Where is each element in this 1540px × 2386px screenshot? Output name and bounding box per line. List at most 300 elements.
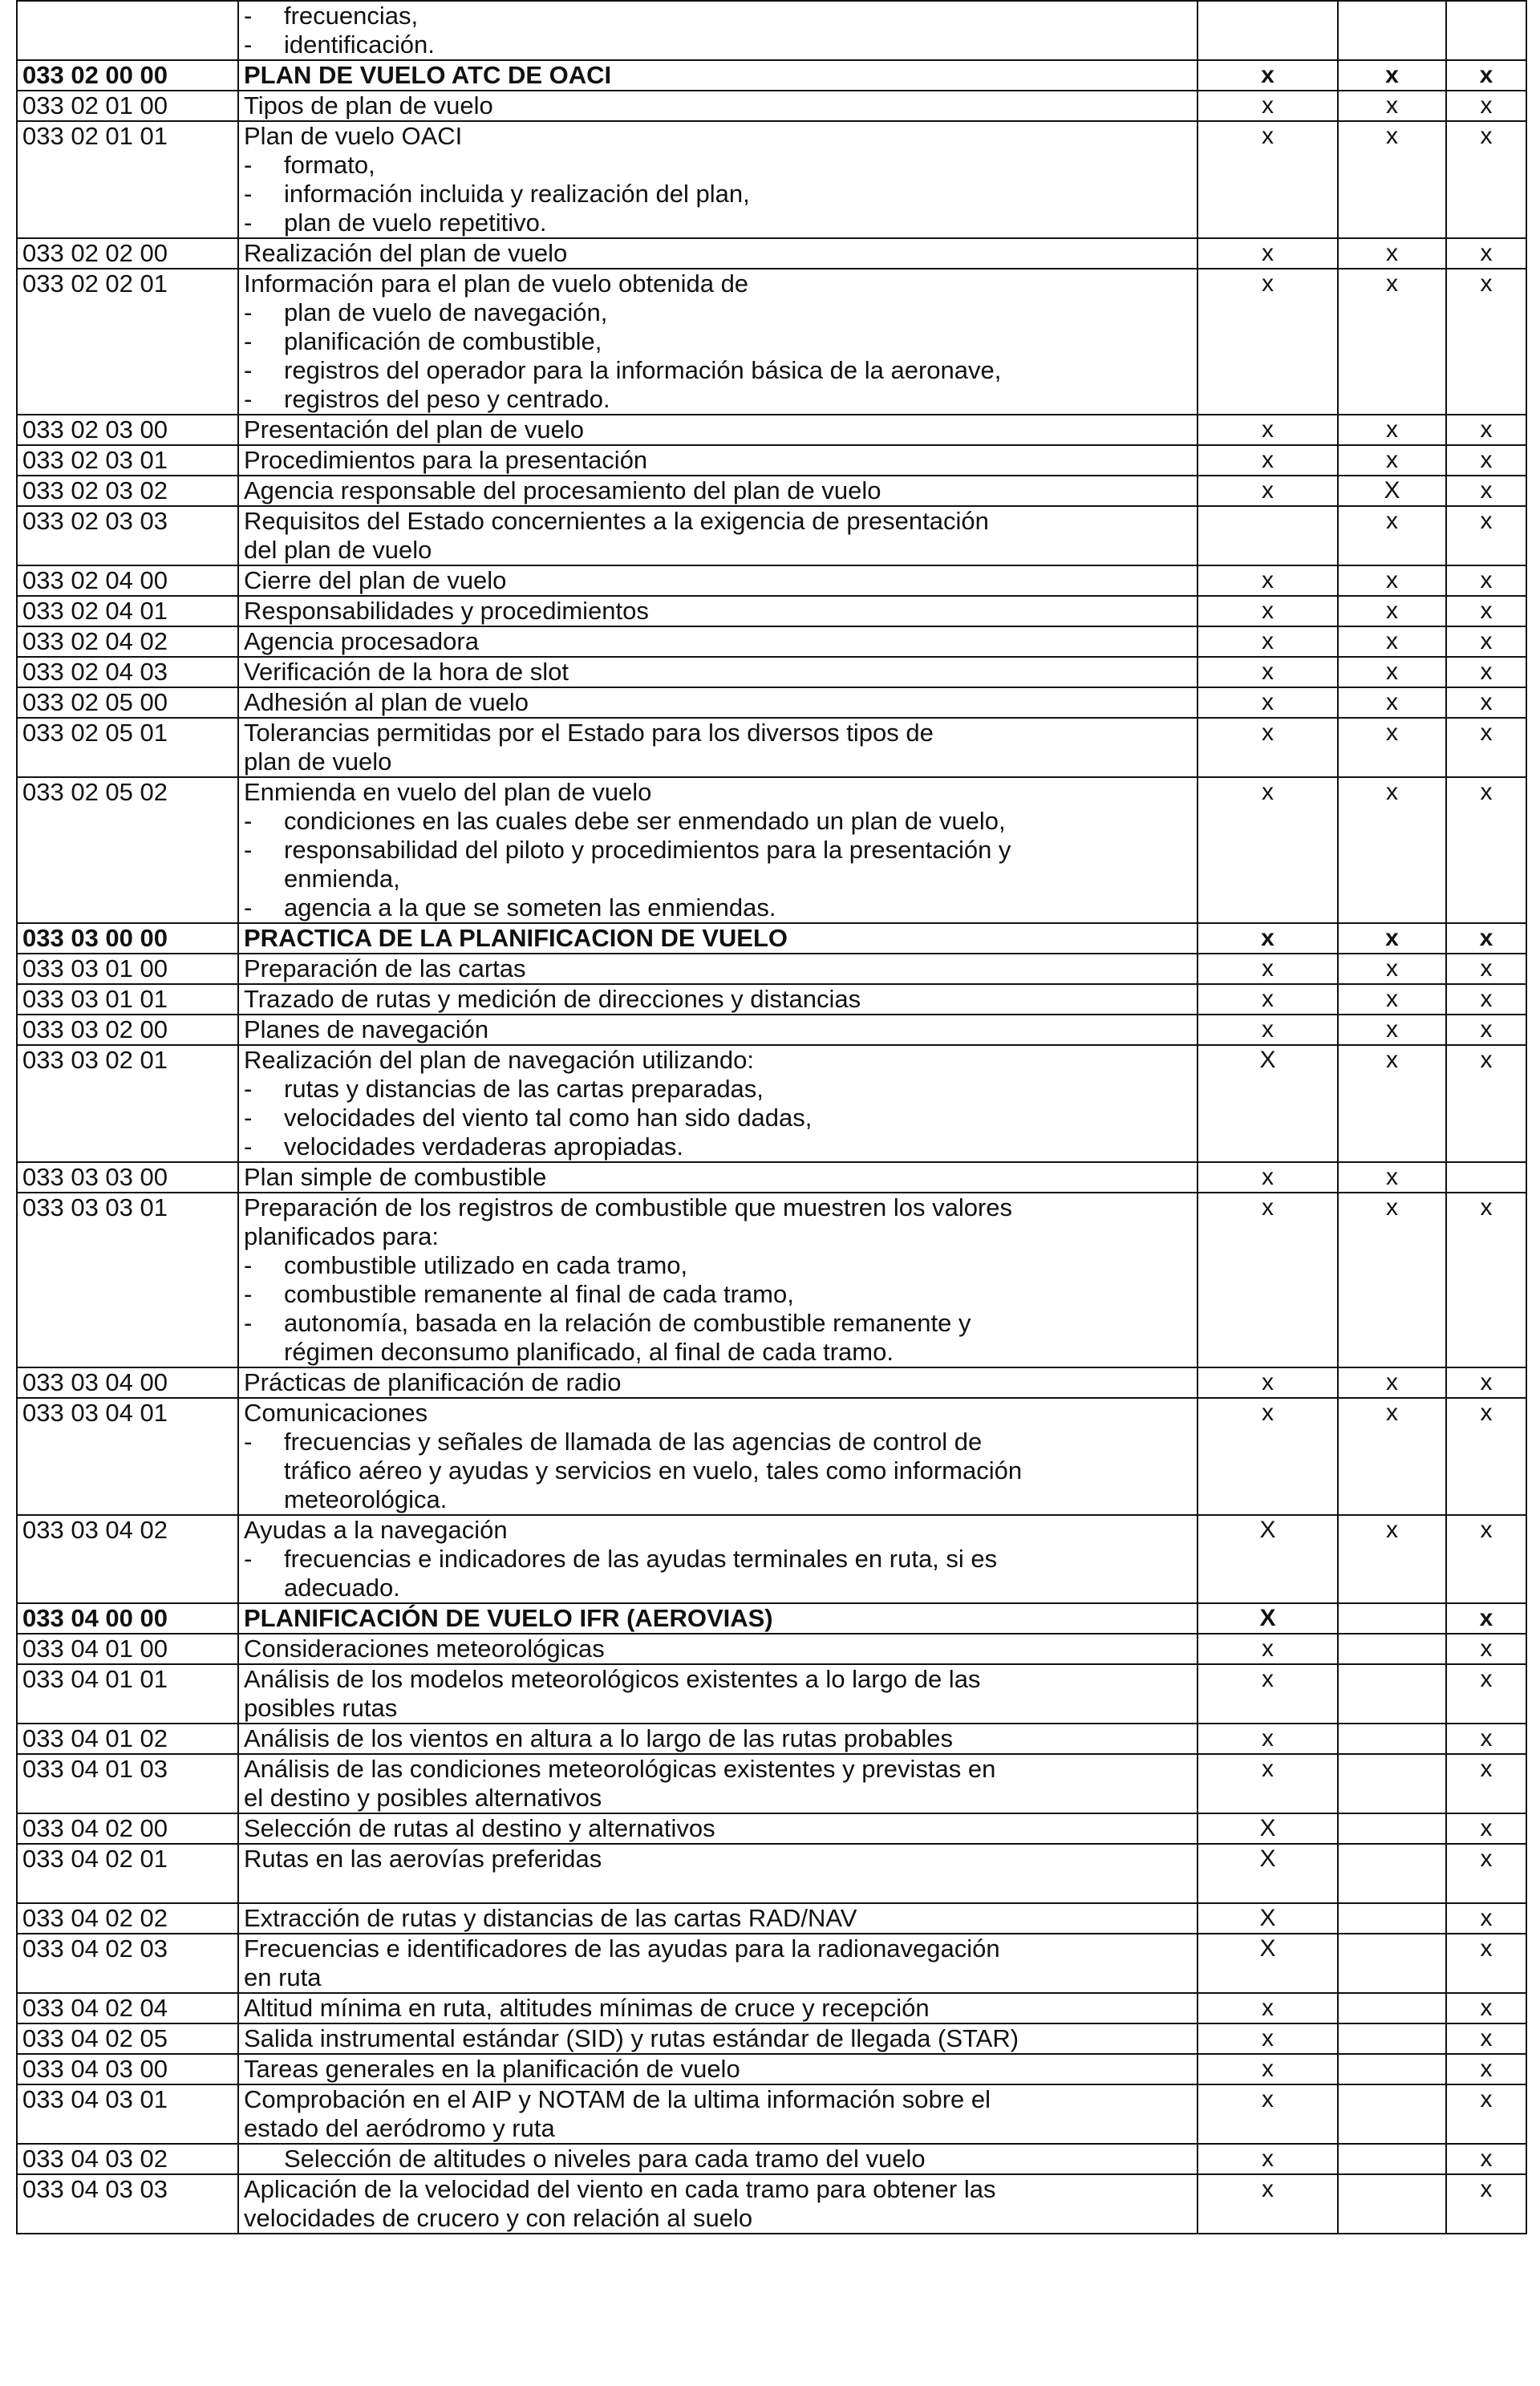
description-line: Altitud mínima en ruta, altitudes mínimas de cruce y recepción xyxy=(244,1994,930,2022)
syllabus-description xyxy=(238,476,1198,506)
description-bullet-line: - frecuencias e indicadores de las ayudas terminales en ruta, si es xyxy=(244,1545,1192,1574)
applicability-mark-col-3: x xyxy=(1446,1193,1526,1367)
applicability-mark-col-2 xyxy=(1338,2174,1446,2234)
applicability-mark-col-1: X xyxy=(1198,1603,1338,1634)
applicability-mark-col-3: x xyxy=(1446,1015,1526,1045)
description-bullet-line: - plan de vuelo repetitivo. xyxy=(244,209,1192,237)
syllabus-description xyxy=(238,1724,1198,1754)
applicability-mark-col-2 xyxy=(1338,2054,1446,2084)
applicability-mark-col-3: x xyxy=(1446,1398,1526,1515)
syllabus-description xyxy=(238,506,1198,565)
syllabus-description xyxy=(238,269,1198,415)
description-line: enmienda, xyxy=(284,865,400,893)
applicability-mark-col-3: x xyxy=(1446,2174,1526,2234)
applicability-mark-col-2 xyxy=(1338,1934,1446,1993)
description-line: en ruta xyxy=(244,1963,322,1991)
applicability-mark-col-2: x xyxy=(1338,1367,1446,1398)
applicability-mark-col-3: x xyxy=(1446,1724,1526,1754)
syllabus-description xyxy=(238,954,1198,984)
description-line: régimen deconsumo planificado, al final de cada tramo. xyxy=(284,1338,894,1366)
syllabus-row xyxy=(17,1045,1526,1162)
description-line: PLANIFICACIÓN DE VUELO IFR (AEROVIAS) xyxy=(244,1604,773,1632)
description-bullet-line: - frecuencias, xyxy=(244,2,1192,30)
applicability-mark-col-1 xyxy=(1198,1,1338,60)
syllabus-row xyxy=(17,718,1526,777)
applicability-mark-col-2: x xyxy=(1338,1045,1446,1162)
applicability-mark-col-2: x xyxy=(1338,238,1446,269)
description-bullet-line: - rutas y distancias de las cartas preparadas, xyxy=(244,1075,1192,1104)
syllabus-code: 033 04 03 02 xyxy=(17,2144,238,2174)
syllabus-row xyxy=(17,596,1526,626)
applicability-mark-col-1: x xyxy=(1198,1664,1338,1724)
syllabus-row xyxy=(17,238,1526,269)
applicability-mark-col-1: x xyxy=(1198,2174,1338,2234)
syllabus-code: 033 04 02 05 xyxy=(17,2023,238,2054)
description-bullet-line: - plan de vuelo de navegación, xyxy=(244,298,1192,327)
description-bullet-line: - registros del peso y centrado. xyxy=(244,385,1192,414)
syllabus-code: 033 02 05 00 xyxy=(17,687,238,718)
syllabus-description xyxy=(238,1015,1198,1045)
syllabus-description xyxy=(238,1664,1198,1724)
description-line: el destino y posibles alternativos xyxy=(244,1784,602,1812)
applicability-mark-col-1: X xyxy=(1198,1045,1338,1162)
applicability-mark-col-2: x xyxy=(1338,984,1446,1015)
applicability-mark-col-2 xyxy=(1338,1664,1446,1724)
applicability-mark-col-3 xyxy=(1446,1,1526,60)
applicability-mark-col-1: x xyxy=(1198,1162,1338,1193)
description-bullet-line: - frecuencias y señales de llamada de las agencias de control de xyxy=(244,1428,1192,1456)
applicability-mark-col-3: x xyxy=(1446,687,1526,718)
description-line: Enmienda en vuelo del plan de vuelo xyxy=(244,778,652,806)
syllabus-row xyxy=(17,91,1526,121)
applicability-mark-col-1: x xyxy=(1198,718,1338,777)
applicability-mark-col-2 xyxy=(1338,2144,1446,2174)
description-line: Responsabilidades y procedimientos xyxy=(244,597,649,625)
description-line: Verificación de la hora de slot xyxy=(244,658,569,686)
syllabus-row xyxy=(17,1903,1526,1934)
syllabus-row xyxy=(17,269,1526,415)
description-line: Presentación del plan de vuelo xyxy=(244,415,584,444)
applicability-mark-col-1: x xyxy=(1198,626,1338,657)
applicability-mark-col-2: x xyxy=(1338,565,1446,596)
syllabus-description xyxy=(238,238,1198,269)
description-line: plan de vuelo xyxy=(244,747,392,776)
description-line: Ayudas a la navegación xyxy=(244,1516,508,1544)
applicability-mark-col-1: x xyxy=(1198,1367,1338,1398)
applicability-mark-col-1: x xyxy=(1198,1015,1338,1045)
description-line: Planes de navegación xyxy=(244,1015,489,1043)
applicability-mark-col-1: x xyxy=(1198,269,1338,415)
syllabus-code: 033 02 04 00 xyxy=(17,565,238,596)
syllabus-row xyxy=(17,415,1526,445)
description-line: Aplicación de la velocidad del viento en cada tramo para obtener las xyxy=(244,2175,996,2203)
applicability-mark-col-1: x xyxy=(1198,923,1338,954)
applicability-mark-col-3: x xyxy=(1446,121,1526,238)
syllabus-code: 033 04 01 03 xyxy=(17,1754,238,1813)
applicability-mark-col-3: x xyxy=(1446,2054,1526,2084)
syllabus-code: 033 03 02 01 xyxy=(17,1045,238,1162)
syllabus-code: 033 03 04 02 xyxy=(17,1515,238,1603)
syllabus-row xyxy=(17,1162,1526,1193)
applicability-mark-col-1: X xyxy=(1198,1934,1338,1993)
applicability-mark-col-2: x xyxy=(1338,415,1446,445)
syllabus-description xyxy=(238,1398,1198,1515)
syllabus-row xyxy=(17,506,1526,565)
applicability-mark-col-3: x xyxy=(1446,657,1526,687)
applicability-mark-col-1: x xyxy=(1198,415,1338,445)
syllabus-code: 033 04 03 00 xyxy=(17,2054,238,2084)
syllabus-code: 033 02 05 02 xyxy=(17,777,238,923)
description-line: posibles rutas xyxy=(244,1694,398,1722)
syllabus-description xyxy=(238,445,1198,476)
applicability-mark-col-2: x xyxy=(1338,1162,1446,1193)
applicability-mark-col-2: x xyxy=(1338,1398,1446,1515)
applicability-mark-col-1: x xyxy=(1198,1724,1338,1754)
syllabus-row xyxy=(17,626,1526,657)
description-line: Cierre del plan de vuelo xyxy=(244,566,507,594)
syllabus-row xyxy=(17,1603,1526,1634)
syllabus-code: 033 03 00 00 xyxy=(17,923,238,954)
syllabus-row xyxy=(17,1398,1526,1515)
description-line: Rutas en las aerovías preferidas xyxy=(244,1845,602,1873)
syllabus-code: 033 04 01 02 xyxy=(17,1724,238,1754)
applicability-mark-col-1: x xyxy=(1198,2144,1338,2174)
syllabus-code: 033 02 03 02 xyxy=(17,476,238,506)
applicability-mark-col-1: x xyxy=(1198,1398,1338,1515)
description-line: Realización del plan de navegación utilizando: xyxy=(244,1046,754,1074)
applicability-mark-col-3: x xyxy=(1446,1367,1526,1398)
syllabus-code xyxy=(17,1,238,60)
description-line: Análisis de los modelos meteorológicos existentes a lo largo de las xyxy=(244,1665,981,1693)
applicability-mark-col-1: x xyxy=(1198,91,1338,121)
applicability-mark-col-2 xyxy=(1338,2023,1446,2054)
applicability-mark-col-1: X xyxy=(1198,1515,1338,1603)
applicability-mark-col-3: x xyxy=(1446,2023,1526,2054)
syllabus-row xyxy=(17,60,1526,91)
applicability-mark-col-3: x xyxy=(1446,2084,1526,2144)
syllabus-row xyxy=(17,565,1526,596)
applicability-mark-col-1: x xyxy=(1198,2054,1338,2084)
syllabus-table-body xyxy=(17,1,1526,2234)
applicability-mark-col-3: x xyxy=(1446,445,1526,476)
syllabus-row xyxy=(17,1934,1526,1993)
syllabus-code: 033 03 01 01 xyxy=(17,984,238,1015)
applicability-mark-col-1: x xyxy=(1198,60,1338,91)
syllabus-row xyxy=(17,777,1526,923)
applicability-mark-col-2 xyxy=(1338,1724,1446,1754)
syllabus-row xyxy=(17,1844,1526,1903)
syllabus-code: 033 02 04 02 xyxy=(17,626,238,657)
applicability-mark-col-2: x xyxy=(1338,596,1446,626)
applicability-mark-col-1: X xyxy=(1198,1813,1338,1844)
applicability-mark-col-3: x xyxy=(1446,91,1526,121)
syllabus-description xyxy=(238,1993,1198,2023)
applicability-mark-col-1: x xyxy=(1198,2023,1338,2054)
applicability-mark-col-2: x xyxy=(1338,777,1446,923)
description-line: Realización del plan de vuelo xyxy=(244,239,568,267)
description-line: Agencia responsable del procesamiento del plan de vuelo xyxy=(244,476,881,504)
applicability-mark-col-3: x xyxy=(1446,476,1526,506)
applicability-mark-col-3: x xyxy=(1446,238,1526,269)
applicability-mark-col-3: x xyxy=(1446,2144,1526,2174)
applicability-mark-col-1: x xyxy=(1198,1634,1338,1664)
description-bullet-line: - planificación de combustible, xyxy=(244,327,1192,356)
applicability-mark-col-1: x xyxy=(1198,984,1338,1015)
description-bullet-line: - registros del operador para la información básica de la aeronave, xyxy=(244,356,1192,385)
applicability-mark-col-2: x xyxy=(1338,121,1446,238)
description-line: velocidades de crucero y con relación al suelo xyxy=(244,2204,753,2232)
syllabus-code: 033 04 00 00 xyxy=(17,1603,238,1634)
syllabus-description xyxy=(238,2054,1198,2084)
applicability-mark-col-2: x xyxy=(1338,60,1446,91)
syllabus-description xyxy=(238,91,1198,121)
applicability-mark-col-1: x xyxy=(1198,657,1338,687)
description-line: Tipos de plan de vuelo xyxy=(244,91,493,120)
description-line: Preparación de las cartas xyxy=(244,954,526,982)
description-line: Extracción de rutas y distancias de las cartas RAD/NAV xyxy=(244,1904,857,1932)
applicability-mark-col-2: X xyxy=(1338,476,1446,506)
syllabus-description xyxy=(238,718,1198,777)
syllabus-description xyxy=(238,626,1198,657)
applicability-mark-col-2: x xyxy=(1338,91,1446,121)
description-line: Plan de vuelo OACI xyxy=(244,122,463,150)
description-bullet-line: - velocidades del viento tal como han sido dadas, xyxy=(244,1104,1192,1132)
syllabus-row xyxy=(17,657,1526,687)
description-bullet-line: - formato, xyxy=(244,151,1192,180)
syllabus-code: 033 02 01 01 xyxy=(17,121,238,238)
syllabus-code: 033 02 03 03 xyxy=(17,506,238,565)
applicability-mark-col-2 xyxy=(1338,1813,1446,1844)
description-bullet-line: - autonomía, basada en la relación de combustible remanente y xyxy=(244,1309,1192,1338)
description-line: Consideraciones meteorológicas xyxy=(244,1635,605,1663)
syllabus-code: 033 03 04 01 xyxy=(17,1398,238,1515)
applicability-mark-col-3: x xyxy=(1446,269,1526,415)
description-line: Preparación de los registros de combustible que muestren los valores xyxy=(244,1193,1013,1221)
applicability-mark-col-3: x xyxy=(1446,415,1526,445)
description-line: PLAN DE VUELO ATC DE OACI xyxy=(244,61,612,89)
description-line: PRACTICA DE LA PLANIFICACION DE VUELO xyxy=(244,924,788,952)
syllabus-row xyxy=(17,984,1526,1015)
applicability-mark-col-2 xyxy=(1338,1903,1446,1934)
syllabus-row xyxy=(17,1,1526,60)
applicability-mark-col-3: x xyxy=(1446,565,1526,596)
syllabus-table xyxy=(16,0,1527,2234)
syllabus-description xyxy=(238,923,1198,954)
syllabus-code: 033 02 02 01 xyxy=(17,269,238,415)
applicability-mark-col-1: X xyxy=(1198,1844,1338,1903)
syllabus-description xyxy=(238,1515,1198,1603)
applicability-mark-col-1: x xyxy=(1198,121,1338,238)
syllabus-description xyxy=(238,777,1198,923)
syllabus-description xyxy=(238,60,1198,91)
applicability-mark-col-2: x xyxy=(1338,954,1446,984)
applicability-mark-col-2: x xyxy=(1338,923,1446,954)
description-bullet-line: - condiciones en las cuales debe ser enmendado un plan de vuelo, xyxy=(244,807,1192,836)
applicability-mark-col-2 xyxy=(1338,2084,1446,2144)
applicability-mark-col-1: x xyxy=(1198,2084,1338,2144)
description-line: Comunicaciones xyxy=(244,1399,428,1427)
syllabus-row xyxy=(17,1015,1526,1045)
syllabus-row xyxy=(17,1724,1526,1754)
syllabus-description xyxy=(238,596,1198,626)
applicability-mark-col-3: x xyxy=(1446,984,1526,1015)
applicability-mark-col-3: x xyxy=(1446,923,1526,954)
description-line: tráfico aéreo y ayudas y servicios en vuelo, tales como información xyxy=(284,1456,1023,1485)
applicability-mark-col-3: x xyxy=(1446,777,1526,923)
syllabus-description xyxy=(238,1,1198,60)
description-bullet-line: - información incluida y realización del plan, xyxy=(244,180,1192,209)
syllabus-row xyxy=(17,2054,1526,2084)
syllabus-row xyxy=(17,2023,1526,2054)
syllabus-row xyxy=(17,445,1526,476)
applicability-mark-col-3: x xyxy=(1446,954,1526,984)
syllabus-description xyxy=(238,1367,1198,1398)
description-line: Adhesión al plan de vuelo xyxy=(244,688,529,716)
syllabus-description xyxy=(238,1162,1198,1193)
applicability-mark-col-2 xyxy=(1338,1993,1446,2023)
applicability-mark-col-2: x xyxy=(1338,687,1446,718)
description-line: Trazado de rutas y medición de direcciones y distancias xyxy=(244,985,861,1013)
description-line: Frecuencias e identificadores de las ayudas para la radionavegación xyxy=(244,1934,1000,1963)
applicability-mark-col-2 xyxy=(1338,1634,1446,1664)
syllabus-row xyxy=(17,476,1526,506)
applicability-mark-col-2: x xyxy=(1338,269,1446,415)
syllabus-code: 033 02 04 01 xyxy=(17,596,238,626)
description-bullet-line: - identificación. xyxy=(244,30,1192,59)
applicability-mark-col-3: x xyxy=(1446,626,1526,657)
applicability-mark-col-1 xyxy=(1198,506,1338,565)
syllabus-description xyxy=(238,565,1198,596)
syllabus-row xyxy=(17,687,1526,718)
syllabus-code: 033 03 03 01 xyxy=(17,1193,238,1367)
applicability-mark-col-2: x xyxy=(1338,445,1446,476)
applicability-mark-col-3: x xyxy=(1446,1813,1526,1844)
syllabus-row xyxy=(17,1664,1526,1724)
applicability-mark-col-1: x xyxy=(1198,954,1338,984)
syllabus-description xyxy=(238,415,1198,445)
applicability-mark-col-2 xyxy=(1338,1603,1446,1634)
syllabus-code: 033 04 01 01 xyxy=(17,1664,238,1724)
applicability-mark-col-3: x xyxy=(1446,1754,1526,1813)
applicability-mark-col-1: x xyxy=(1198,238,1338,269)
applicability-mark-col-1: x xyxy=(1198,476,1338,506)
syllabus-code: 033 04 02 04 xyxy=(17,1993,238,2023)
syllabus-description xyxy=(238,1603,1198,1634)
applicability-mark-col-3: x xyxy=(1446,1934,1526,1993)
applicability-mark-col-2: x xyxy=(1338,626,1446,657)
syllabus-row xyxy=(17,1813,1526,1844)
description-line: Plan simple de combustible xyxy=(244,1163,547,1191)
applicability-mark-col-3: x xyxy=(1446,718,1526,777)
applicability-mark-col-3: x xyxy=(1446,1634,1526,1664)
applicability-mark-col-1: X xyxy=(1198,1903,1338,1934)
description-line: Tolerancias permitidas por el Estado para los diversos tipos de xyxy=(244,719,934,747)
applicability-mark-col-3: x xyxy=(1446,1844,1526,1903)
syllabus-description xyxy=(238,1754,1198,1813)
applicability-mark-col-1: x xyxy=(1198,445,1338,476)
syllabus-code: 033 04 03 01 xyxy=(17,2084,238,2144)
description-line: Prácticas de planificación de radio xyxy=(244,1368,622,1396)
applicability-mark-col-2: x xyxy=(1338,657,1446,687)
applicability-mark-col-2: x xyxy=(1338,506,1446,565)
description-line: planificados para: xyxy=(244,1222,439,1250)
applicability-mark-col-1: x xyxy=(1198,1193,1338,1367)
applicability-mark-col-3: x xyxy=(1446,1664,1526,1724)
syllabus-code: 033 04 02 01 xyxy=(17,1844,238,1903)
description-line: Selección de altitudes o niveles para cada tramo del vuelo xyxy=(284,2145,926,2173)
description-line: meteorológica. xyxy=(284,1485,448,1513)
applicability-mark-col-3: x xyxy=(1446,1903,1526,1934)
description-line: Selección de rutas al destino y alternativos xyxy=(244,1814,715,1842)
syllabus-row xyxy=(17,954,1526,984)
description-line: del plan de vuelo xyxy=(244,536,432,564)
description-line: estado del aeródromo y ruta xyxy=(244,2114,555,2142)
applicability-mark-col-1: x xyxy=(1198,565,1338,596)
syllabus-code: 033 02 01 00 xyxy=(17,91,238,121)
description-bullet-line: - combustible utilizado en cada tramo, xyxy=(244,1251,1192,1280)
applicability-mark-col-2: x xyxy=(1338,1015,1446,1045)
syllabus-row xyxy=(17,121,1526,238)
applicability-mark-col-1: x xyxy=(1198,1754,1338,1813)
description-line: Análisis de los vientos en altura a lo largo de las rutas probables xyxy=(244,1724,954,1752)
syllabus-description xyxy=(238,2144,1198,2174)
applicability-mark-col-1: x xyxy=(1198,596,1338,626)
syllabus-row xyxy=(17,1754,1526,1813)
description-bullet-line: - combustible remanente al final de cada tramo, xyxy=(244,1280,1192,1309)
syllabus-row xyxy=(17,2144,1526,2174)
applicability-mark-col-3: x xyxy=(1446,596,1526,626)
syllabus-description xyxy=(238,2084,1198,2144)
syllabus-code: 033 02 00 00 xyxy=(17,60,238,91)
description-line: Comprobación en el AIP y NOTAM de la ultima información sobre el xyxy=(244,2085,991,2113)
syllabus-row xyxy=(17,1993,1526,2023)
applicability-mark-col-1: x xyxy=(1198,1993,1338,2023)
syllabus-description xyxy=(238,121,1198,238)
syllabus-row xyxy=(17,1193,1526,1367)
applicability-mark-col-2 xyxy=(1338,1,1446,60)
syllabus-description xyxy=(238,1903,1198,1934)
syllabus-description xyxy=(238,687,1198,718)
syllabus-code: 033 02 03 01 xyxy=(17,445,238,476)
syllabus-description xyxy=(238,1844,1198,1903)
syllabus-row xyxy=(17,1515,1526,1603)
syllabus-row xyxy=(17,923,1526,954)
syllabus-code: 033 03 01 00 xyxy=(17,954,238,984)
applicability-mark-col-2: x xyxy=(1338,1515,1446,1603)
applicability-mark-col-3: x xyxy=(1446,1515,1526,1603)
description-line: Información para el plan de vuelo obtenida de xyxy=(244,269,749,298)
syllabus-row xyxy=(17,2084,1526,2144)
syllabus-description xyxy=(238,2174,1198,2234)
syllabus-row xyxy=(17,2174,1526,2234)
applicability-mark-col-2 xyxy=(1338,1754,1446,1813)
description-line: Tareas generales en la planificación de vuelo xyxy=(244,2055,740,2083)
syllabus-code: 033 04 01 00 xyxy=(17,1634,238,1664)
syllabus-description xyxy=(238,984,1198,1015)
applicability-mark-col-3: x xyxy=(1446,60,1526,91)
syllabus-code: 033 02 04 03 xyxy=(17,657,238,687)
applicability-mark-col-2: x xyxy=(1338,718,1446,777)
syllabus-description xyxy=(238,1813,1198,1844)
description-line: Procedimientos para la presentación xyxy=(244,446,648,474)
syllabus-row xyxy=(17,1634,1526,1664)
description-line: Agencia procesadora xyxy=(244,627,479,655)
description-bullet-line: - responsabilidad del piloto y procedimientos para la presentación y xyxy=(244,836,1192,865)
syllabus-code: 033 02 02 00 xyxy=(17,238,238,269)
applicability-mark-col-2: x xyxy=(1338,1193,1446,1367)
syllabus-description xyxy=(238,1045,1198,1162)
syllabus-description xyxy=(238,1934,1198,1993)
